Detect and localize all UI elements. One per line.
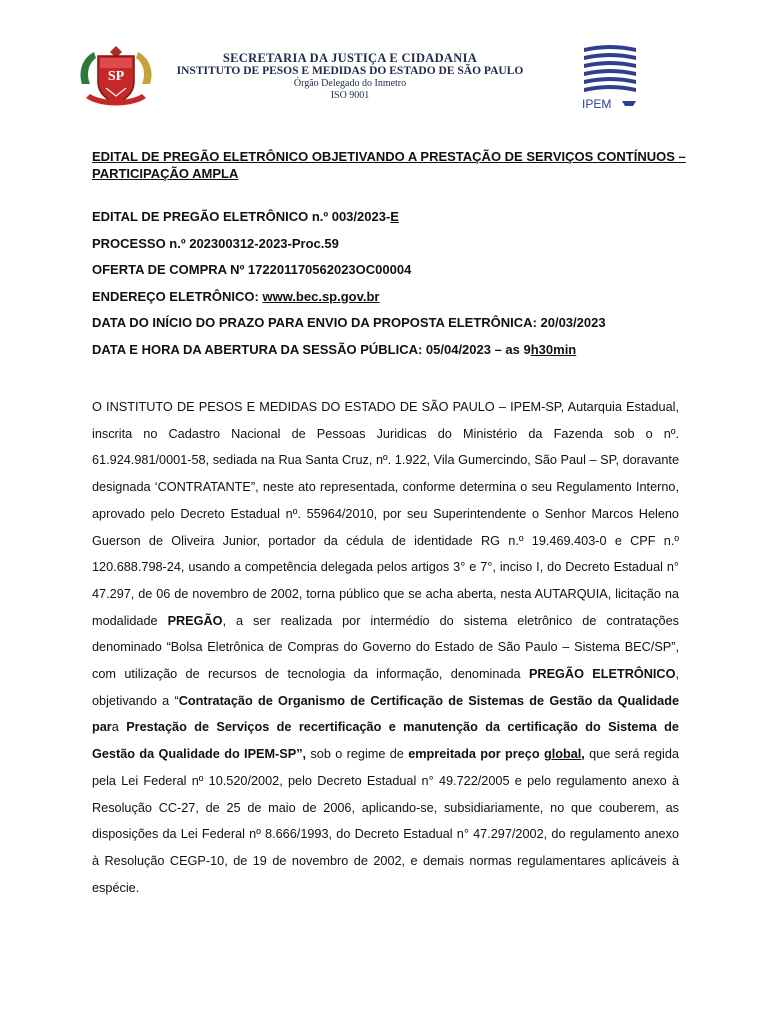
letterhead [0,0,770,130]
letterhead-line-instituto: INSTITUTO DE PESOS E MEDIDAS DO ESTADO DE SÃO PAULO [176,65,524,77]
data-inicio-proposta: DATA DO INÍCIO DO PRAZO PARA ENVIO DA PROPOSTA ELETRÔNICA: 20/03/2023 [92,315,606,331]
oferta-compra: OFERTA DE COMPRA Nº 172201170562023OC00004 [92,262,412,278]
bec-website-link[interactable]: www.bec.sp.gov.br [262,288,380,304]
sao-paulo-coat-of-arms-icon [76,44,156,108]
edital-number: EDITAL DE PREGÃO ELETRÔNICO n.º 003/2023-E [92,209,399,224]
letterhead-line-secretaria: SECRETARIA DA JUSTIÇA E CIDADANIA [222,51,478,65]
data-sessao-publica: DATA E HORA DA ABERTURA DA SESSÃO PÚBLICA: 05/04/2023 – as 9h30min [92,341,577,357]
document-title: EDITAL DE PREGÃO ELETRÔNICO OBJETIVANDO A PRESTAÇÃO DE SERVIÇOS CONTÍNUOS – PARTICIPAÇÃO AMPLA [92,149,686,181]
ipem-logo-icon [578,44,642,112]
letterhead-line-orgao: Órgão Delegado do Inmetro [293,78,407,89]
processo-number: PROCESSO n.º 202300312-2023-Proc.59 [92,235,339,251]
edital-metadata [92,208,692,368]
body-paragraph: O INSTITUTO DE PESOS E MEDIDAS DO ESTADO DE SÃO PAULO – IPEM-SP, Autarquia Estadual, inscrita no Cadastro Nacional de Pessoas Juridicas do Ministério da Fazenda sob o nº. 61.924.981/0001-58, sediada na Rua Santa Cruz, nº. 1.922, Vila Gumercindo, São Paul – SP, doravante designada ‘CONTRATANTE”, neste ato representada, conforme determina o seu Regulamento Interno, aprovado pelo Decreto Estadual nº. 55964/2010, por seu Superintendente o Senhor Marcos Heleno Guerson de Oliveira Junior, portador da cédula de identidade RG n.º 19.469.403-0 e CPF n.º 120.688.798-24, usando a competência delegada pelos artigos 3° e 7°, inciso I, do Decreto Estadual n° 47.297, de 06 de novembro de 2002, torna público que se acha aberta, nesta AUTARQUIA, licitação na modalidade PREGÃO, a ser realizada por intermédio do sistema eletrônico de contratações denominado “Bolsa Eletrônica de Compras do Governo do Estado de São Paulo – Sistema BEC/SP”, com utilização de recursos de tecnologia da informação, denominada PREGÃO ELETRÔNICO, objetivando a “Contratação de Organismo de Certificação de Sistemas de Gestão da Qualidade para Prestação de Serviços de recertificação e manutenção da certificação do Sistema de Gestão da Qualidade do IPEM-SP”, sob o regime de empreitada por preço global, que será regida pela Lei Federal nº 10.520/2002, pelo Decreto Estadual n° 49.722/2005 e pelo regulamento anexo à Resolução CC-27, de 25 de maio de 2006, aplicando-se, subsidiariamente, no que couberem, as disposições da Lei Federal nº 8.666/1993, do Decreto Estadual n° 47.297/2002, do regulamento anexo à Resolução CEGP-10, de 19 de novembro de 2002, e demais normas regulamentares aplicáveis à espécie. [92,400,680,895]
svg-text:SP: SP [107,69,125,84]
letterhead-line-iso: ISO 9001 [330,90,370,101]
letterhead-text [150,52,550,102]
endereco-eletronico: ENDEREÇO ELETRÔNICO: www.bec.sp.gov.br [92,288,380,304]
svg-text:IPEM: IPEM [582,97,612,111]
